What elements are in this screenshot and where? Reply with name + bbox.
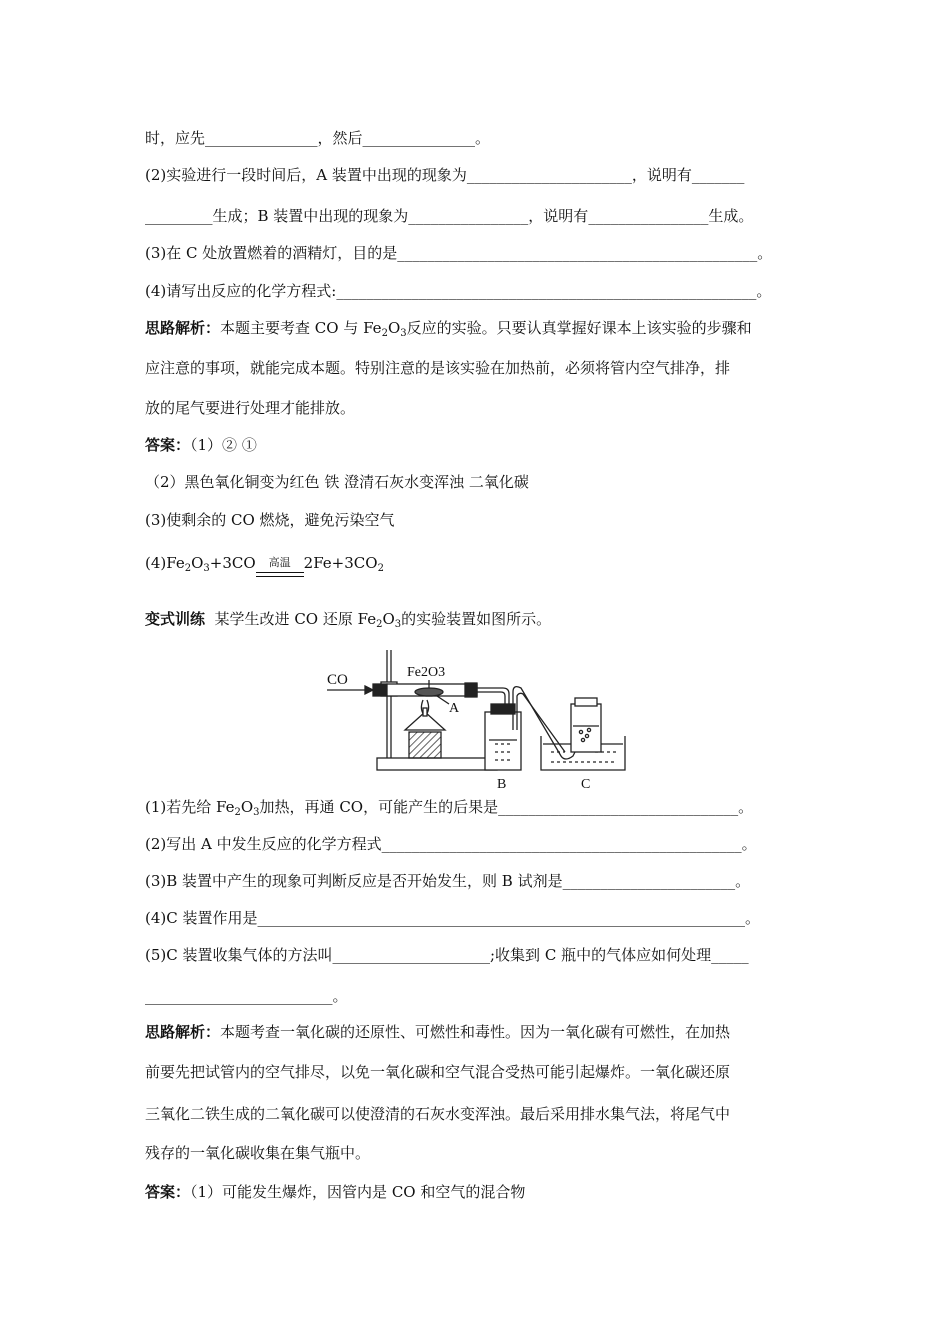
variant-question-3: (3)B 装置中产生的现象可判断反应是否开始发生，则 B 试剂是_______________________。 (145, 872, 751, 890)
answer-1-equation: $(4)Fe_2O_3+3CO$ 高温 $2Fe+3CO_2$ (145, 554, 384, 574)
blank[interactable]: _______________________ (562, 872, 736, 890)
blank[interactable]: _______ (691, 166, 745, 184)
stand-base (377, 758, 497, 770)
label-b: B (497, 777, 507, 792)
question-2-line1: (2)实验进行一段时间后，A 装置中出现的现象为______________________，说明有_______ (145, 166, 745, 184)
question-4: (4)请写出反应的化学方程式:________________________________________________________。 (145, 282, 772, 300)
blank[interactable]: ________________ (588, 207, 709, 225)
lamp-block (409, 732, 441, 758)
label-a: A (449, 701, 460, 716)
label-c: C (581, 777, 591, 792)
question-2-line2: _________生成；B 装置中出现的现象为________________，说明有________________生成。 (145, 207, 754, 225)
blank[interactable]: ________________________________________________________ (336, 282, 757, 300)
apparatus-figure (325, 640, 635, 795)
analysis-2-line3: 三氧化二铁生成的二氧化碳可以使澄清的石灰水变浑浊。最后采用排水集气法，将尾气中 (145, 1105, 731, 1123)
answer-2-line1: 答案：（1）可能发生爆炸，因管内是 CO 和空气的混合物 (145, 1183, 526, 1201)
blank[interactable]: _________________________________________________________________ (257, 909, 745, 927)
blank[interactable]: ________________ (408, 207, 529, 225)
bottle-b (485, 712, 521, 770)
answer-label: 答案： (145, 436, 191, 454)
q1-tail-line: 时，应先_______________，然后_______________。 (145, 129, 491, 147)
question-3: (3)在 C 处放置燃着的酒精灯，目的是________________________________________________。 (145, 244, 773, 262)
blank[interactable]: _________________________ (145, 987, 333, 1005)
blank[interactable]: ________________________________________________ (397, 244, 758, 262)
blank[interactable]: _________ (145, 207, 213, 225)
blank[interactable]: _______________ (362, 129, 476, 147)
variant-question-4: (4)C 装置作用是_________________________________________________________________。 (145, 909, 761, 927)
answer-1-line2: （2）黑色氧化铜变为红色 铁 澄清石灰水变浑浊 二氧化碳 (145, 473, 529, 491)
answer-1-line1: 答案：（1）② ① (145, 436, 257, 454)
analysis-label: 思路解析： (145, 319, 221, 337)
analysis-1-line2: 应注意的事项，就能完成本题。特别注意的是该实验在加热前，必须将管内空气排净，排 (145, 359, 731, 377)
variant-exercise-line: 变式训练 某学生改进 CO 还原 $Fe_2O_3$的实验装置如图所示。 (145, 610, 552, 630)
gas-collecting-bottle (571, 704, 601, 752)
left-stopper (373, 684, 387, 696)
analysis-2-line1: 思路解析：本题考查一氧化碳的还原性、可燃性和毒性。因为一氧化碳有可燃性，在加热 (145, 1023, 731, 1041)
answer-label: 答案： (145, 1183, 191, 1201)
blank[interactable]: ________________________________ (498, 798, 739, 816)
analysis-1-line1: 思路解析：本题主要考查 CO 与 $Fe_2O_3$反应的实验。只要认真掌握好课本上该实验的步骤和 (145, 319, 752, 339)
analysis-label: 思路解析： (145, 1023, 221, 1041)
connect-tube-bc (513, 687, 577, 759)
right-stopper (465, 683, 477, 697)
reaction-condition: 高温 (256, 553, 304, 573)
variant-question-5-line2: _________________________。 (145, 987, 348, 1005)
variant-question-1: (1)若先给 $Fe_2O_3$加热，再通 CO，可能产生的后果是________________________________。 (145, 798, 754, 818)
arrow-head-icon (365, 686, 373, 694)
blank[interactable]: _____________________ (332, 946, 490, 964)
variant-label: 变式训练 (145, 610, 206, 628)
blank[interactable]: _____ (711, 946, 749, 964)
fe2o3-label: Fe2O3 (407, 665, 446, 680)
blank[interactable]: ______________________ (466, 166, 632, 184)
fe2o3-sample (415, 688, 443, 696)
variant-question-5-line1: (5)C 装置收集气体的方法叫_____________________;收集到 C 瓶中的气体应如何处理_____ (145, 946, 749, 964)
analysis-2-line2: 前要先把试管内的空气排尽，以免一氧化碳和空气混合受热可能引起爆炸。一氧化碳还原 (145, 1063, 731, 1081)
answer-1-line3: (3)使剩余的 CO 燃烧，避免污染空气 (145, 511, 395, 529)
analysis-2-line4: 残存的一氧化碳收集在集气瓶中。 (145, 1144, 371, 1162)
analysis-1-line3: 放的尾气要进行处理才能排放。 (145, 399, 356, 417)
blank[interactable]: ________________________________________________ (381, 835, 742, 853)
co-label: CO (327, 672, 348, 688)
blank[interactable]: _______________ (205, 129, 318, 147)
variant-question-2: (2)写出 A 中发生反应的化学方程式________________________________________________。 (145, 835, 757, 853)
